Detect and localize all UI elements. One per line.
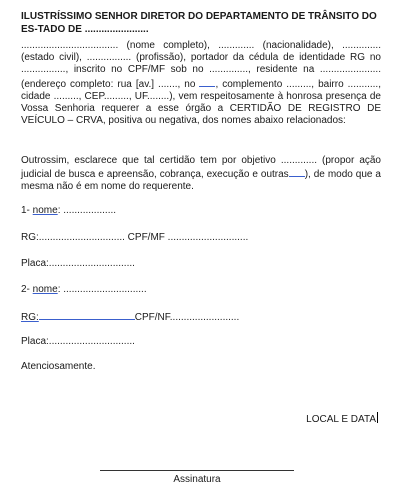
item-2-cpf-fill: CPF/NF......................... — [134, 312, 240, 323]
paragraph-purpose-text-1: Outrossim, esclarece que tal certidão tem por objetivo ............. (propor ação judicial de busca e apreensão, cobrança, execução e outras — [21, 155, 381, 181]
item-2-rg-line — [21, 310, 239, 325]
text-cursor — [377, 412, 378, 423]
paragraph-request — [21, 40, 381, 127]
blank-purpose-field[interactable] — [289, 167, 305, 177]
local-date-text: LOCAL E DATA — [306, 414, 376, 425]
closing-text: Atenciosamente. — [21, 361, 96, 372]
document-title: ILUSTRÍSSIMO SENHOR DIRETOR DO DEPARTAMENTO DE TRÂNSITO DO ES-TADO DE ....................... — [21, 11, 377, 35]
item-1-name-label: nome — [32, 205, 58, 216]
local-date-line[interactable] — [306, 412, 378, 427]
item-2-name-fill: : .............................. — [57, 284, 147, 295]
item-2-name-line — [21, 284, 147, 297]
paragraph-request-text-1: ................................... (nome completo), ............. (nacionalidade), .............. (estado civil), ................ (profissão), portador da cédula de identidade RG no ................, inscrito no CPF/MF sob no .............., residente na ...................... (endereço completo: rua [av.] ......., no — [21, 40, 381, 90]
item-1-rg-line: RG:............................... CPF/MF ............................. — [21, 232, 249, 243]
item-1-prefix: 1- — [21, 205, 33, 216]
item-2-rg-field[interactable] — [39, 310, 135, 320]
item-1-name-line — [21, 205, 116, 218]
blank-number-field[interactable] — [199, 77, 215, 87]
item-1-name-fill: : ................... — [57, 205, 117, 216]
signature-label: Assinatura — [173, 474, 221, 485]
item-2-prefix: 2- — [21, 284, 33, 295]
item-2-name-label: nome — [32, 284, 58, 295]
item-2-rg-label: RG: — [21, 312, 39, 323]
item-2-placa-line: Placa:............................... — [21, 336, 135, 347]
paragraph-request-text-2: , complemento ........., bairro ..........., cidade ........., CEP........., UF........), vem respeitosamente à honrosa presença de Vossa Senhoria requerer a esse órgão a CERTIDÃO DE REGISTRO DE VEÍCULO – CRVA, positiva ou negativa, dos nomes abaixo relacionados: — [21, 78, 381, 127]
item-1-placa-line: Placa:............................... — [21, 258, 135, 269]
paragraph-purpose — [21, 155, 381, 194]
signature-line — [100, 470, 294, 471]
paragraph-purpose-text-2: ), de modo que a mesma não é em nome do requerente. — [21, 169, 381, 193]
